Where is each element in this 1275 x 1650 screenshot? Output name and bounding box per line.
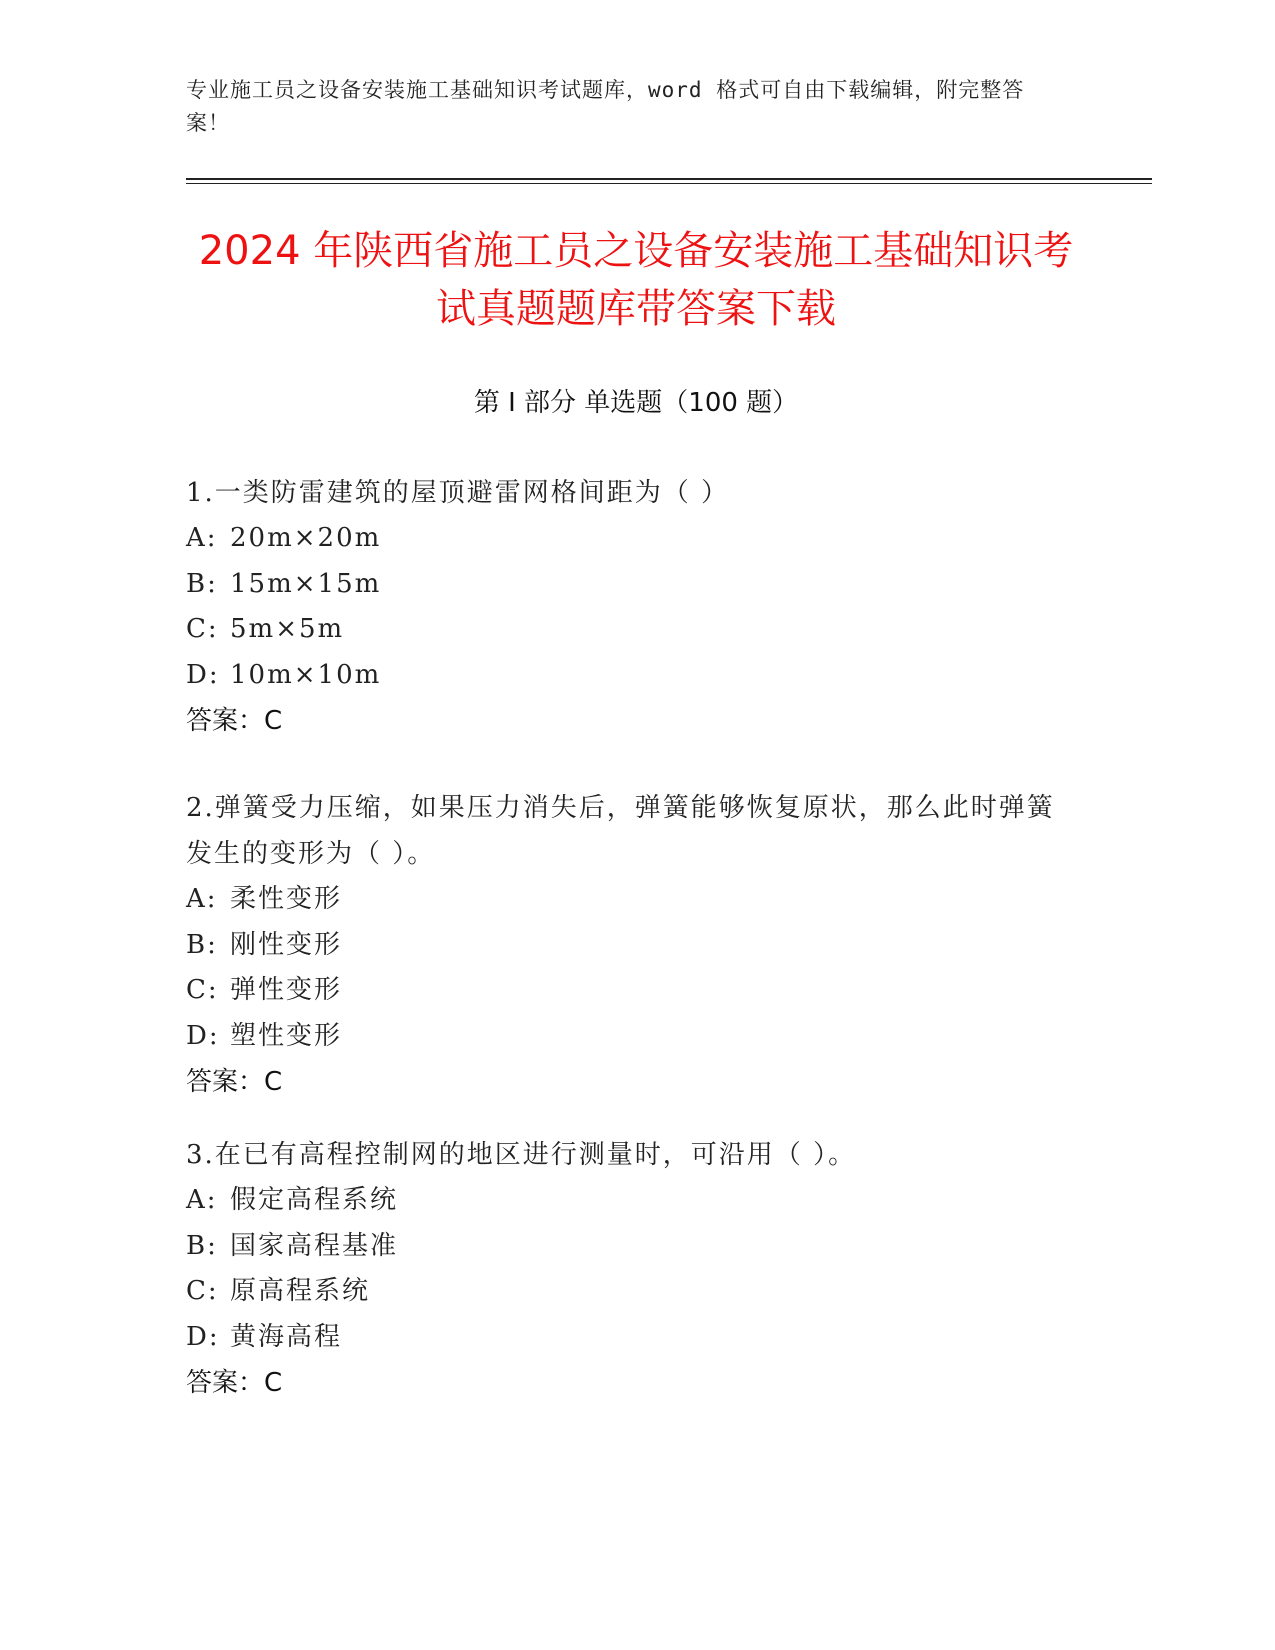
option-key: B: (186, 568, 218, 599)
option-text: 黄海高程 (230, 1321, 343, 1352)
answer-line: 答案：C (186, 1067, 283, 1097)
option-text: 刚性变形 (230, 929, 343, 960)
option-b (186, 1224, 1066, 1270)
option-key: C: (186, 614, 219, 644)
option-key: A: (186, 523, 218, 553)
option-text: 5m×5m (230, 614, 345, 644)
option-b (186, 923, 1066, 969)
option-key: D: (186, 1020, 220, 1051)
document-title: 2024 年陕西省施工员之设备安装施工基础知识考试真题题库带答案下载 (198, 228, 1074, 332)
option-text: 假定高程系统 (230, 1185, 399, 1215)
section-heading: 第 I 部分 单选题（100 题） (473, 388, 799, 418)
question-2 (186, 785, 1066, 1105)
option-c (186, 607, 1066, 653)
option-c (186, 968, 1066, 1014)
option-key: D: (186, 659, 220, 690)
option-d (186, 1014, 1066, 1060)
header-note: 专业施工员之设备安装施工基础知识考试题库，word 格式可自由下载编辑，附完整答案！ (186, 78, 1025, 135)
option-text: 国家高程基准 (230, 1230, 399, 1261)
option-text: 柔性变形 (230, 884, 343, 914)
option-key: B: (186, 929, 218, 960)
option-b (186, 562, 1066, 608)
option-text: 塑性变形 (230, 1020, 343, 1051)
option-text: 20m×20m (230, 523, 382, 553)
option-a (186, 877, 1066, 923)
answer-line: 答案：C (186, 706, 283, 736)
answer-line: 答案：C (186, 1368, 283, 1398)
option-text: 原高程系统 (230, 1276, 371, 1306)
option-d (186, 653, 1066, 699)
option-text: 10m×10m (230, 659, 382, 690)
question-3 (186, 1132, 1066, 1406)
option-a (186, 516, 1066, 562)
question-stem: 2.弹簧受力压缩，如果压力消失后，弹簧能够恢复原状，那么此时弹簧发生的变形为（ ）。 (186, 793, 1055, 869)
question-stem: 3.在已有高程控制网的地区进行测量时，可沿用（ ）。 (186, 1140, 857, 1170)
option-key: C: (186, 1276, 219, 1306)
option-text: 15m×15m (230, 568, 382, 599)
option-text: 弹性变形 (230, 975, 343, 1005)
option-key: B: (186, 1230, 218, 1261)
option-c (186, 1269, 1066, 1315)
option-key: D: (186, 1321, 220, 1352)
option-key: A: (186, 1185, 218, 1215)
question-1 (186, 470, 1066, 744)
option-key: C: (186, 975, 219, 1005)
header-divider-thin (186, 183, 1152, 184)
question-stem: 1.一类防雷建筑的屋顶避雷网格间距为（ ） (186, 478, 730, 508)
option-a (186, 1178, 1066, 1224)
option-key: A: (186, 884, 218, 914)
option-d (186, 1315, 1066, 1361)
header-divider-thick (186, 178, 1152, 180)
